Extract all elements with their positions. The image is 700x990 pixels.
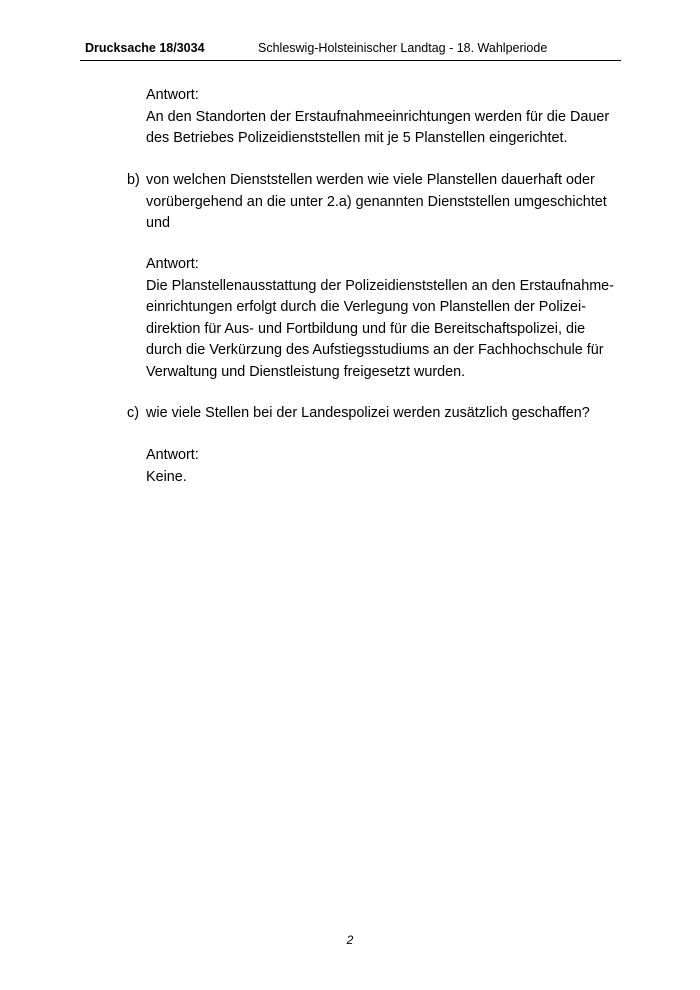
answer-line: durch die Verkürzung des Aufstiegsstudiums an der Fachhochschule für bbox=[146, 342, 604, 358]
answer-b bbox=[146, 254, 616, 383]
answer-line: Verwaltung und Dienstleistung freigesetzt wurden. bbox=[146, 363, 466, 380]
answer-a bbox=[146, 85, 616, 150]
document-number: Drucksache 18/3034 bbox=[85, 41, 205, 55]
answer-c bbox=[146, 445, 616, 488]
answer-label: Antwort: bbox=[146, 256, 199, 272]
question-text bbox=[146, 403, 616, 425]
answer-label: Antwort: bbox=[146, 87, 199, 103]
question-text bbox=[146, 170, 616, 235]
question-line: von welchen Dienststellen werden wie viele Planstellen dauerhaft oder bbox=[146, 172, 595, 188]
question-marker: b) bbox=[127, 172, 140, 188]
question-line: wie viele Stellen bei der Landespolizei werden zusätzlich geschaffen? bbox=[146, 405, 590, 421]
answer-line: direktion für Aus- und Fortbildung und für die Bereitschaftspolizei, die bbox=[146, 320, 586, 337]
page-number: 2 bbox=[346, 933, 354, 947]
answer-line: des Betriebes Polizeidienststellen mit je 5 Planstellen eingerichtet. bbox=[146, 130, 568, 146]
page-header bbox=[80, 38, 621, 61]
parliament-title: Schleswig-Holsteinischer Landtag - 18. Wahlperiode bbox=[258, 41, 548, 55]
answer-line: Keine. bbox=[146, 468, 187, 485]
answer-line: einrichtungen erfolgt durch die Verlegung von Planstellen der Polizei- bbox=[146, 299, 586, 315]
answer-label: Antwort: bbox=[146, 447, 199, 463]
question-line: vorübergehend an die unter 2.a) genannten Dienststellen umgeschichtet bbox=[146, 193, 607, 210]
question-marker: c) bbox=[127, 405, 139, 421]
answer-line: Die Planstellenausstattung der Polizeidienststellen an den Erstaufnahme- bbox=[146, 277, 614, 294]
answer-line: An den Standorten der Erstaufnahmeeinrichtungen werden für die Dauer bbox=[146, 108, 610, 125]
question-line: und bbox=[146, 215, 171, 231]
